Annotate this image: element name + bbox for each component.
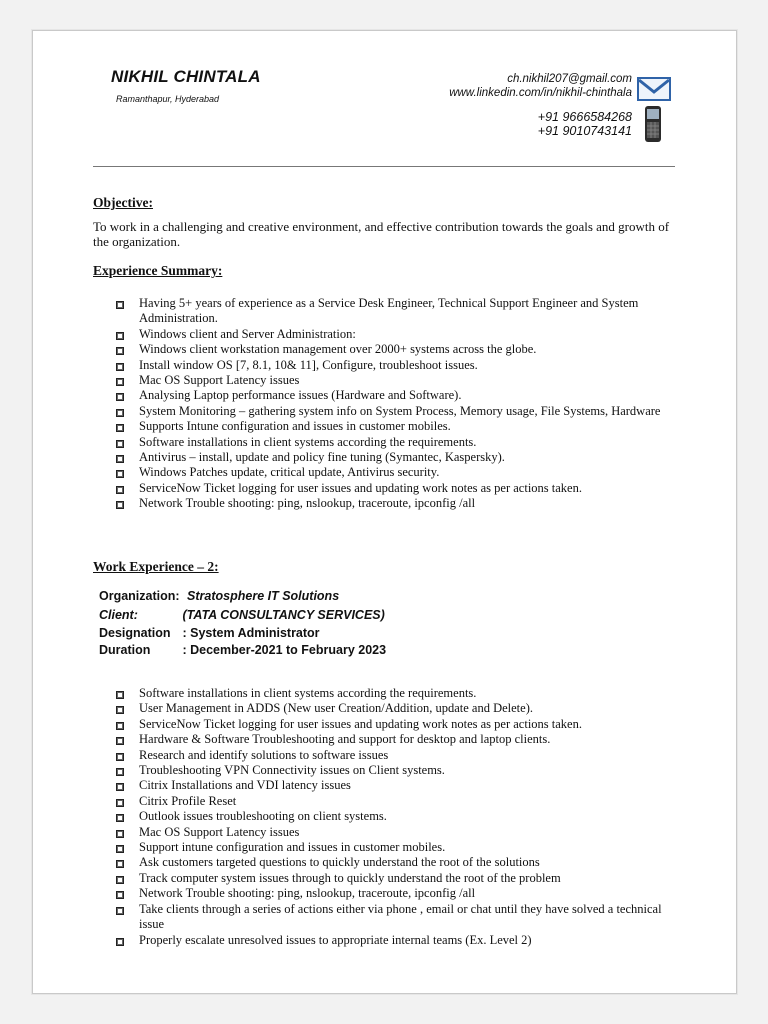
duration-label: Duration — [99, 643, 151, 657]
phone-block — [538, 110, 632, 138]
designation-value: : System Administrator — [182, 626, 320, 640]
client-name: (TATA CONSULTANCY SERVICES) — [182, 608, 385, 622]
list-item: Network Trouble shooting: ping, nslookup, traceroute, ipconfig /all — [116, 496, 686, 511]
job-details — [99, 587, 386, 659]
list-item: Hardware & Software Troubleshooting and support for desktop and laptop clients. — [116, 732, 686, 747]
designation-label: Designation — [99, 626, 171, 640]
list-item: Properly escalate unresolved issues to appropriate internal teams (Ex. Level 2) — [116, 933, 686, 948]
list-item: Outlook issues troubleshooting on client systems. — [116, 809, 686, 824]
duration-value: : December-2021 to February 2023 — [182, 643, 387, 657]
work-experience-heading: Work Experience – 2: — [93, 559, 219, 574]
list-item: System Monitoring – gathering system info on System Process, Memory usage, File Systems, Hardware — [116, 404, 686, 419]
resume-page — [32, 30, 737, 994]
list-item: Windows client workstation management over 2000+ systems across the globe. — [116, 342, 686, 357]
list-item: Mac OS Support Latency issues — [116, 825, 686, 840]
candidate-location: Ramanthapur, Hyderabad — [116, 94, 220, 104]
list-item: Troubleshooting VPN Connectivity issues on Client systems. — [116, 763, 686, 778]
list-item: Having 5+ years of experience as a Service Desk Engineer, Technical Support Engineer and System Administration. — [116, 296, 686, 327]
mail-icon — [637, 77, 671, 106]
list-item: Ask customers targeted questions to quickly understand the root of the solutions — [116, 855, 686, 870]
list-item: Track computer system issues through to quickly understand the root of the problem — [116, 871, 686, 886]
list-item: Citrix Installations and VDI latency issues — [116, 778, 686, 793]
phone-number-2[interactable]: +91 9010743141 — [537, 124, 632, 138]
organization-name: Stratosphere IT Solutions — [187, 589, 340, 603]
work-experience-list — [116, 686, 686, 948]
list-item: Citrix Profile Reset — [116, 794, 686, 809]
experience-summary-list — [116, 296, 686, 512]
candidate-name: NIKHIL CHINTALA — [111, 67, 261, 86]
list-item: Take clients through a series of actions either via phone , email or chat until they have solved a technical issue — [116, 902, 686, 933]
list-item: Software installations in client systems according the requirements. — [116, 435, 686, 450]
list-item: Analysing Laptop performance issues (Hardware and Software). — [116, 388, 686, 403]
phone-number-1[interactable]: +91 9666584268 — [537, 110, 632, 124]
list-item: Research and identify solutions to software issues — [116, 748, 686, 763]
list-item: ServiceNow Ticket logging for user issues and updating work notes as per actions taken. — [116, 481, 686, 496]
list-item: Mac OS Support Latency issues — [116, 373, 686, 388]
list-item: Supports Intune configuration and issues in customer mobiles. — [116, 419, 686, 434]
list-item: Windows client and Server Administration: — [116, 327, 686, 342]
objective-heading: Objective: — [93, 195, 153, 210]
email-link[interactable]: ch.nikhil207@gmail.com — [507, 73, 632, 85]
mobile-phone-icon — [643, 105, 663, 148]
objective-text: To work in a challenging and creative environment, and effective contribution towards the goals and growth of the organization. — [93, 219, 670, 249]
experience-summary-heading: Experience Summary: — [93, 263, 223, 278]
linkedin-link[interactable]: www.linkedin.com/in/nikhil-chinthala — [449, 87, 632, 99]
contact-block — [449, 72, 632, 100]
list-item: Antivirus – install, update and policy fine tuning (Symantec, Kaspersky). — [116, 450, 686, 465]
list-item: ServiceNow Ticket logging for user issues and updating work notes as per actions taken. — [116, 717, 686, 732]
header-divider — [93, 166, 675, 167]
list-item: Install window OS [7, 8.1, 10& 11], Configure, troubleshoot issues. — [116, 358, 686, 373]
organization-label: Organization: — [99, 589, 180, 603]
list-item: Software installations in client systems according the requirements. — [116, 686, 686, 701]
list-item: User Management in ADDS (New user Creation/Addition, update and Delete). — [116, 701, 686, 716]
client-label: Client: — [99, 608, 138, 622]
list-item: Windows Patches update, critical update, Antivirus security. — [116, 465, 686, 480]
list-item: Support intune configuration and issues in customer mobiles. — [116, 840, 686, 855]
list-item: Network Trouble shooting: ping, nslookup, traceroute, ipconfig /all — [116, 886, 686, 901]
